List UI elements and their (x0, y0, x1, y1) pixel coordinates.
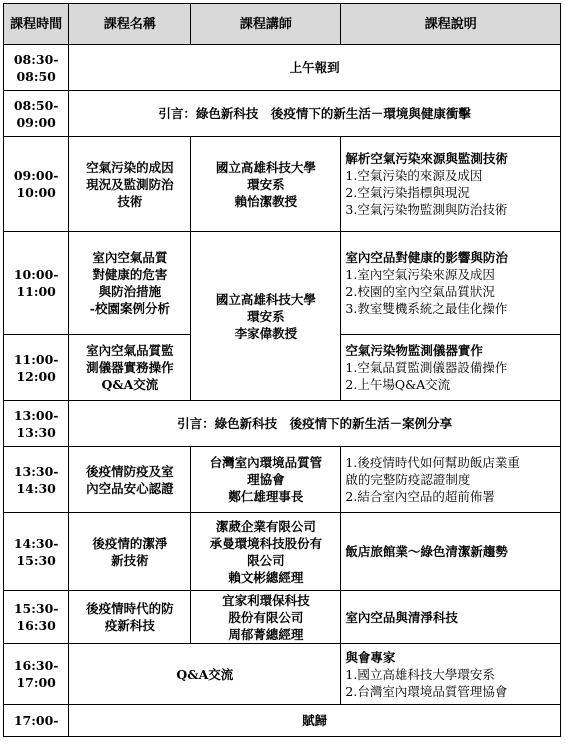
header-description: 課程說明 (341, 4, 561, 45)
time-cell: 15:30- 16:30 (4, 591, 69, 644)
course-name: 空氣污染的成因 現況及監測防治 技術 (69, 137, 191, 232)
lecturer: 國立高雄科技大學 環安系 李家偉教授 (191, 232, 341, 401)
table-row (4, 45, 561, 91)
table-row (4, 705, 561, 737)
time-cell: 13:00- 13:30 (4, 401, 69, 447)
course-name: 室內空氣品質監 測儀器實務操作 Q&A交流 (69, 335, 191, 401)
course-description: 解析空氣污染來源與監測技術 1.空氣污染的來源及成因 2.空氣污染指標與現況 3.空氣污染物監測與防治技術 (341, 137, 561, 232)
table-row (4, 591, 561, 644)
course-name: 後疫情防疫及室 內空品安心認證 (69, 447, 191, 513)
table-row (4, 91, 561, 137)
time-cell: 11:00- 12:00 (4, 335, 69, 401)
time-cell: 17:00- (4, 705, 69, 737)
table-row (4, 137, 561, 232)
lecturer: 潔葳企業有限公司 承曼環境科技股份有 限公司 賴文彬總經理 (191, 513, 341, 591)
header-lecturer: 課程講師 (191, 4, 341, 45)
header-row (4, 4, 561, 45)
course-name: 後疫情的潔淨 新技術 (69, 513, 191, 591)
header-course: 課程名稱 (69, 4, 191, 45)
course-name: 後疫情時代的防 疫新科技 (69, 591, 191, 644)
time-cell: 14:30- 15:30 (4, 513, 69, 591)
table-row (4, 232, 561, 335)
intro-cell: 引言：綠色新科技 後疫情下的新生活－環境與健康衝擊 (69, 91, 561, 137)
course-name: 室內空氣品質 對健康的危害 與防治措施 -校園案例分析 (69, 232, 191, 335)
time-cell: 16:30- 17:00 (4, 644, 69, 705)
time-cell: 08:50- 09:00 (4, 91, 69, 137)
schedule-table (3, 3, 561, 737)
course-description: 室內空品對健康的影響與防治 1.室內空氣污染來源及成因 2.校園的室內空氣品質狀況 3.教室雙機系統之最佳化操作 (341, 232, 561, 335)
time-cell: 09:00- 10:00 (4, 137, 69, 232)
time-cell: 13:30- 14:30 (4, 447, 69, 513)
qa-cell: Q&A交流 (69, 644, 341, 705)
course-description: 1.後疫情時代如何幫助飯店業重 啟的完整防疫認證制度 2.結合室內空品的超前佈署 (341, 447, 561, 513)
time-cell: 08:30- 08:50 (4, 45, 69, 91)
header-time: 課程時間 (4, 4, 69, 45)
table-row (4, 447, 561, 513)
table-row (4, 513, 561, 591)
course-description: 與會專家 1.國立高雄科技大學環安系 2.台灣室內環境品質管理協會 (341, 644, 561, 705)
lecturer: 國立高雄科技大學 環安系 賴怡潔教授 (191, 137, 341, 232)
course-description: 室內空品與清淨科技 (341, 591, 561, 644)
registration-cell: 上午報到 (69, 45, 561, 91)
course-description: 空氣污染物監測儀器實作 1.空氣品質監測儀器設備操作 2.上午場Q&A交流 (341, 335, 561, 401)
course-description: 飯店旅館業～綠色清潔新趨勢 (341, 513, 561, 591)
closing-cell: 賦歸 (69, 705, 561, 737)
table-row (4, 401, 561, 447)
time-cell: 10:00- 11:00 (4, 232, 69, 335)
intro-cell: 引言：綠色新科技 後疫情下的新生活－案例分享 (69, 401, 561, 447)
lecturer: 宜家利環保科技 股份有限公司 周郁菁總經理 (191, 591, 341, 644)
lecturer: 台灣室內環境品質管 理協會 鄭仁雄理事長 (191, 447, 341, 513)
table-row (4, 644, 561, 705)
